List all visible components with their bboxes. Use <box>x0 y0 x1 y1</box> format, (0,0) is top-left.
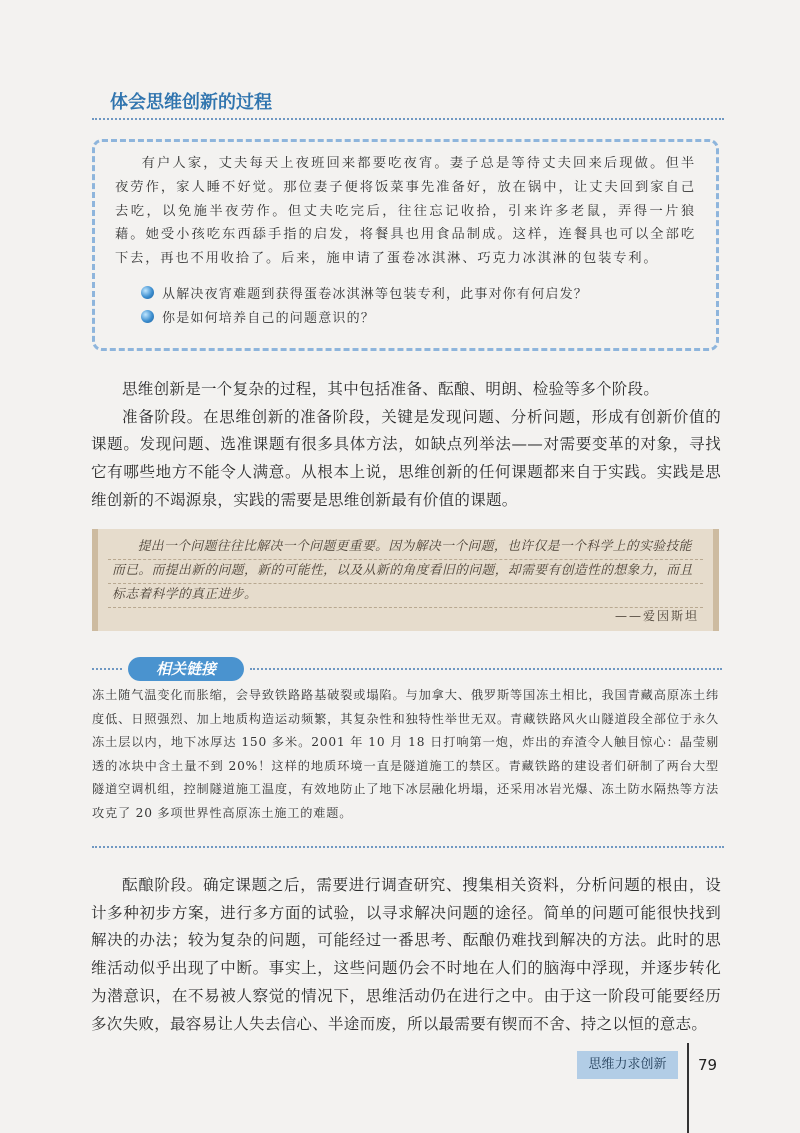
paragraph: 酝酿阶段。确定课题之后，需要进行调查研究、搜集相关资料，分析问题的根由，设计多种初步方案，进行多方面的试验，以寻求解决问题的途径。简单的问题可能很快找到解决的办法；较为复杂的问题，可能经过一番思考、酝酿仍难找到解决的方法。此时的思维活动似乎出现了中断。事实上，这些问题仍会不时地在人们的脑海中浮现，并逐步转化为潜意识，在不易被人察觉的情况下，思维活动仍在进行之中。由于这一阶段可能要经历多次失败，最容易让人失去信心、半途而废，所以最需要有锲而不舍、持之以恒的意志。 <box>91 876 721 1033</box>
link-bottom-divider <box>92 846 724 848</box>
link-divider-right <box>250 668 722 670</box>
main-text-1 <box>91 376 721 515</box>
footer-label: 思维力求创新 <box>577 1051 678 1079</box>
story-text: 有户人家，丈夫每天上夜班回来都要吃夜宵。妻子总是等待丈夫回来后现做。但半夜劳作，家人睡不好觉。那位妻子便将饭菜事先准备好，放在锅中，让丈夫回到家自己去吃，以免施半夜劳作。但丈夫吃完后，往往忘记收拾，引来许多老鼠，弄得一片狼藉。她受小孩吃东西舔手指的启发，将餐具也用食品制成。这样，连餐具也可以全部吃下去，再也不用收拾了。后来，施申请了蛋卷冰淇淋、巧克力冰淇淋的包装专利。 <box>115 156 696 267</box>
footer-divider <box>687 1043 689 1133</box>
quote-author: ——爱因斯坦 <box>614 609 699 623</box>
link-divider-left <box>92 668 122 670</box>
paragraph: 思维创新是一个复杂的过程，其中包括准备、酝酿、明朗、检验等多个阶段。 <box>122 380 660 398</box>
related-link-text: 冻土随气温变化而胀缩，会导致铁路路基破裂或塌陷。与加拿大、俄罗斯等国冻土相比，我国青藏高原冻土纬度低、日照强烈、加上地质构造运动频繁，其复杂性和独特性举世无双。青藏铁路风火山隧道段全部位于永久冻土层以内，地下冰厚达 150 多米。2001 年 10 月 18 日打响第一炮，炸出的弃渣令人触目惊心：晶莹剔透的冰块中含土量不到 20%！这样的地质环境一直是隧道施工的禁区。青藏铁路的建设者们研制了两台大型隧道空调机组，控制隧道施工温度，有效地防止了地下冰层融化坍塌，还采用冰岩光爆、冻土防水隔热等方法攻克了 20 多项世界性高原冻土施工的难题。 <box>92 688 719 820</box>
related-link-badge: 相关链接 <box>128 657 244 681</box>
title-divider <box>92 118 724 120</box>
quote-text: 提出一个问题往往比解决一个问题更重要。因为解决一个问题，也许仅是一个科学上的实验技能而已。而提出新的问题，新的可能性，以及从新的角度看旧的问题，却需要有创造性的想象力，而且标志着科学的真正进步。 <box>112 539 693 603</box>
bullet-icon <box>141 286 154 299</box>
question-item <box>141 305 696 329</box>
paragraph: 准备阶段。在思维创新的准备阶段，关键是发现问题、分析问题，形成有创新价值的课题。发现问题、选准课题有很多具体方法，如缺点列举法——对需要变革的对象，寻找它有哪些地方不能令人满意。从根本上说，思维创新的任何课题都来自于实践。实践是思维创新的不竭源泉，实践的需要是思维创新最有价值的课题。 <box>91 407 721 509</box>
page-number: 79 <box>698 1056 718 1074</box>
question-item <box>141 281 696 305</box>
main-text-2 <box>91 872 721 1038</box>
story-box <box>92 139 719 351</box>
quote-box <box>92 529 719 631</box>
section-title: 体会思维创新的过程 <box>110 92 272 113</box>
bullet-icon <box>141 310 154 323</box>
question-text: 你是如何培养自己的问题意识的？ <box>162 311 376 327</box>
question-text: 从解决夜宵难题到获得蛋卷冰淇淋等包装专利，此事对你有何启发？ <box>162 287 589 303</box>
